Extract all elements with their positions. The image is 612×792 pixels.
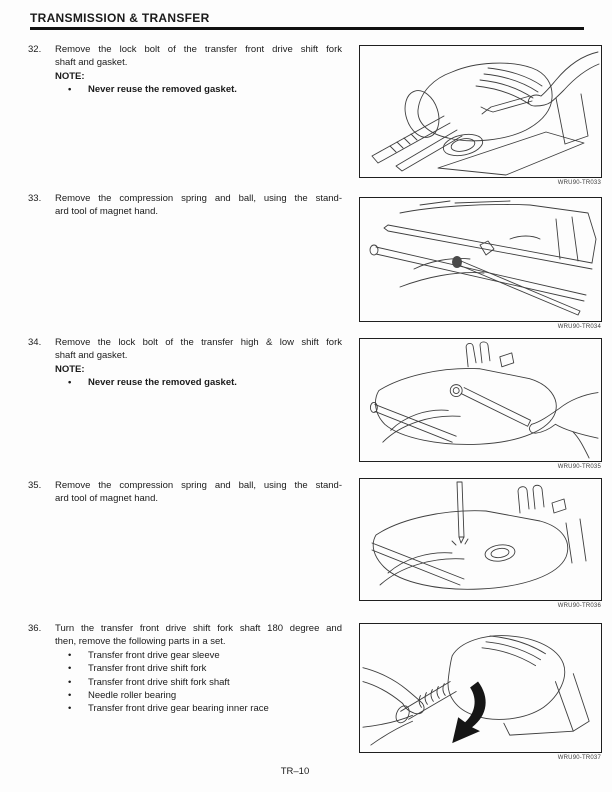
step-text-line: Remove the lock bolt of the transfer front drive shift fork xyxy=(55,44,342,55)
list-item xyxy=(55,702,342,715)
bullet-icon: • xyxy=(68,377,72,389)
figure-caption: WRU90-TR033 xyxy=(557,180,601,186)
step-text-line: Remove the compression spring and ball, using the stand- xyxy=(55,193,342,204)
bullet-icon: • xyxy=(68,649,72,661)
list-item-text: Transfer front drive gear sleeve xyxy=(88,649,220,661)
note-label: NOTE: xyxy=(55,70,85,82)
direction-arrow xyxy=(452,682,485,744)
figure-step-34 xyxy=(359,338,602,462)
figure-step-36 xyxy=(359,623,602,753)
step-32 xyxy=(28,43,342,97)
transmission-wrench-illustration xyxy=(360,46,601,177)
socket-wrench-illustration xyxy=(360,339,601,461)
step-text-line: Turn the transfer front drive shift fork shaft 180 degree and xyxy=(55,623,342,634)
note-text: Never reuse the removed gasket. xyxy=(88,377,237,389)
bullet-icon: • xyxy=(68,663,72,675)
note-item xyxy=(55,83,342,96)
list-item-text: Transfer front drive shift fork xyxy=(88,663,207,675)
step-text-line: ard tool of magnet hand. xyxy=(55,206,158,218)
figure-caption: WRU90-TR034 xyxy=(557,324,601,330)
step-text-line: shaft and gasket. xyxy=(55,350,128,362)
bullet-icon: • xyxy=(68,690,72,702)
list-item xyxy=(55,689,342,702)
page-number: TR–10 xyxy=(280,766,310,777)
note-label: NOTE: xyxy=(55,363,85,375)
step-number: 32. xyxy=(28,44,42,55)
step-number: 35. xyxy=(28,480,42,491)
figure-step-33 xyxy=(359,197,602,322)
list-item xyxy=(55,676,342,689)
bullet-icon: • xyxy=(68,676,72,688)
step-text-line: then, remove the following parts in a set. xyxy=(55,636,226,648)
figure-caption: WRU90-TR035 xyxy=(557,464,601,470)
list-item-text: Transfer front drive gear bearing inner race xyxy=(88,703,269,715)
step-34 xyxy=(28,336,342,390)
header-rule xyxy=(30,27,584,30)
list-item-text: Transfer front drive shift fork shaft xyxy=(88,676,230,688)
page-title: TRANSMISSION & TRANSFER xyxy=(30,11,210,25)
bullet-icon: • xyxy=(68,84,72,96)
vertical-magnet-illustration xyxy=(360,479,601,600)
step-number: 34. xyxy=(28,337,42,348)
figure-caption: WRU90-TR036 xyxy=(557,603,601,609)
list-item xyxy=(55,649,342,662)
step-33 xyxy=(28,192,342,219)
step-number: 33. xyxy=(28,193,42,204)
magnet-tool-illustration xyxy=(360,198,601,321)
step-text-line: ard tool of magnet hand. xyxy=(55,493,158,505)
step-text-line: shaft and gasket. xyxy=(55,57,128,69)
figure-step-32 xyxy=(359,45,602,178)
step-number: 36. xyxy=(28,623,42,634)
note-item xyxy=(55,376,342,389)
figure-caption: WRU90-TR037 xyxy=(557,755,601,761)
note-text: Never reuse the removed gasket. xyxy=(88,84,237,96)
step-36 xyxy=(28,622,342,716)
bullet-icon: • xyxy=(68,703,72,715)
step-35 xyxy=(28,479,342,506)
figure-step-35 xyxy=(359,478,602,601)
list-item-text: Needle roller bearing xyxy=(88,690,177,702)
list-item xyxy=(55,662,342,675)
step-text-line: Remove the lock bolt of the transfer high & low shift fork xyxy=(55,337,342,348)
step-text-line: Remove the compression spring and ball, using the stand- xyxy=(55,480,342,491)
parts-removal-illustration xyxy=(360,624,601,752)
